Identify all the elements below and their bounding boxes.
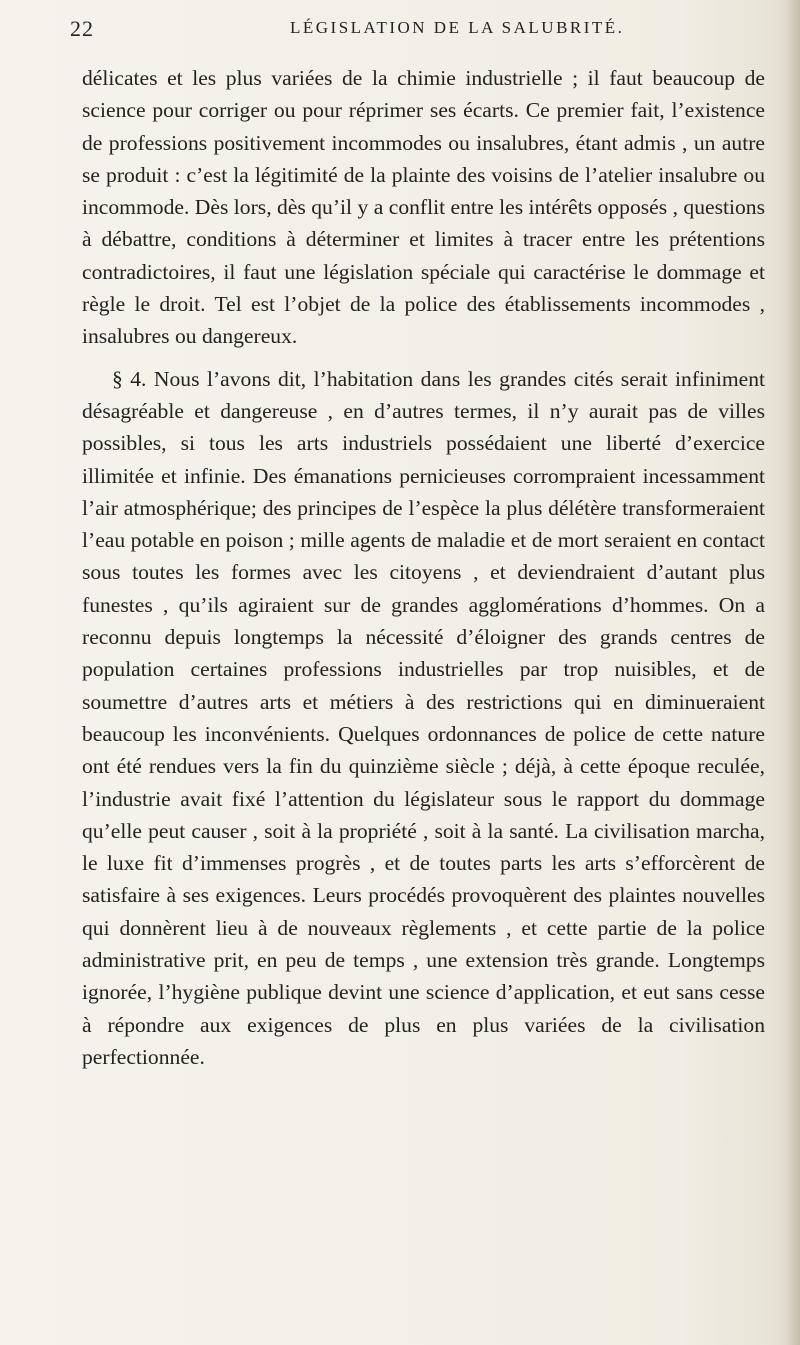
page-header bbox=[70, 16, 760, 46]
page-edge-shadow bbox=[786, 0, 800, 1345]
paragraph-section-4: § 4. Nous l’avons dit, l’habitation dans les grandes cités serait infiniment désagréable et dangereuse , en d’autres termes, il n’y aurait pas de villes possibles, si tous les arts industriels possédaient une liberté d’exercice illimitée et infinie. Des émanations pernicieuses corrompraient incessamment l’air atmosphérique; des principes de l’espèce la plus délétère transformeraient l’eau potable en poison ; mille agents de maladie et de mort seraient en contact sous toutes les formes avec les citoyens , et deviendraient d’autant plus funestes , qu’ils agiraient sur de grandes agglomérations d’hommes. On a reconnu depuis longtemps la nécessité d’éloigner des grands centres de population certaines professions industrielles par trop nuisibles, et de soumettre d’autres arts et métiers à des restrictions qui en diminueraient beaucoup les inconvénients. Quelques ordonnances de police de cette nature ont été rendues vers la fin du quinzième siècle ; déjà, à cette époque reculée, l’industrie avait fixé l’attention du législateur sous le rapport du dommage qu’elle peut causer , soit à la propriété , soit à la santé. La civilisation marcha, le luxe fit d’immenses progrès , et de toutes parts les arts s’efforcèrent de satisfaire à ses exigences. Leurs procédés provoquèrent des plaintes nouvelles qui donnèrent lieu à de nouveaux règlements , et cette partie de la police administrative prit, en peu de temps , une extension très grande. Longtemps ignorée, l’hygiène publique devint une science d’application, et eut sans cesse à répondre aux exigences de plus en plus variées de la civilisation perfectionnée. bbox=[82, 366, 765, 1069]
running-title: LÉGISLATION DE LA SALUBRITÉ. bbox=[290, 18, 625, 37]
page-number: 22 bbox=[70, 16, 94, 41]
page-body bbox=[82, 62, 765, 1073]
paragraph-continuation: délicates et les plus variées de la chimie industrielle ; il faut beaucoup de science pour corriger ou pour réprimer ses écarts. Ce premier fait, l’existence de professions positivement incommodes ou insalubres, étant admis , un autre se produit : c’est la légitimité de la plainte des voisins de l’atelier insalubre ou incommode. Dès lors, dès qu’il y a conflit entre les intérêts opposés , questions à débattre, conditions à déterminer et limites à tracer entre les prétentions contradictoires, il faut une législation spéciale qui caractérise le dommage et règle le droit. Tel est l’objet de la police des établissements incommodes , insalubres ou dangereux. bbox=[82, 66, 765, 349]
